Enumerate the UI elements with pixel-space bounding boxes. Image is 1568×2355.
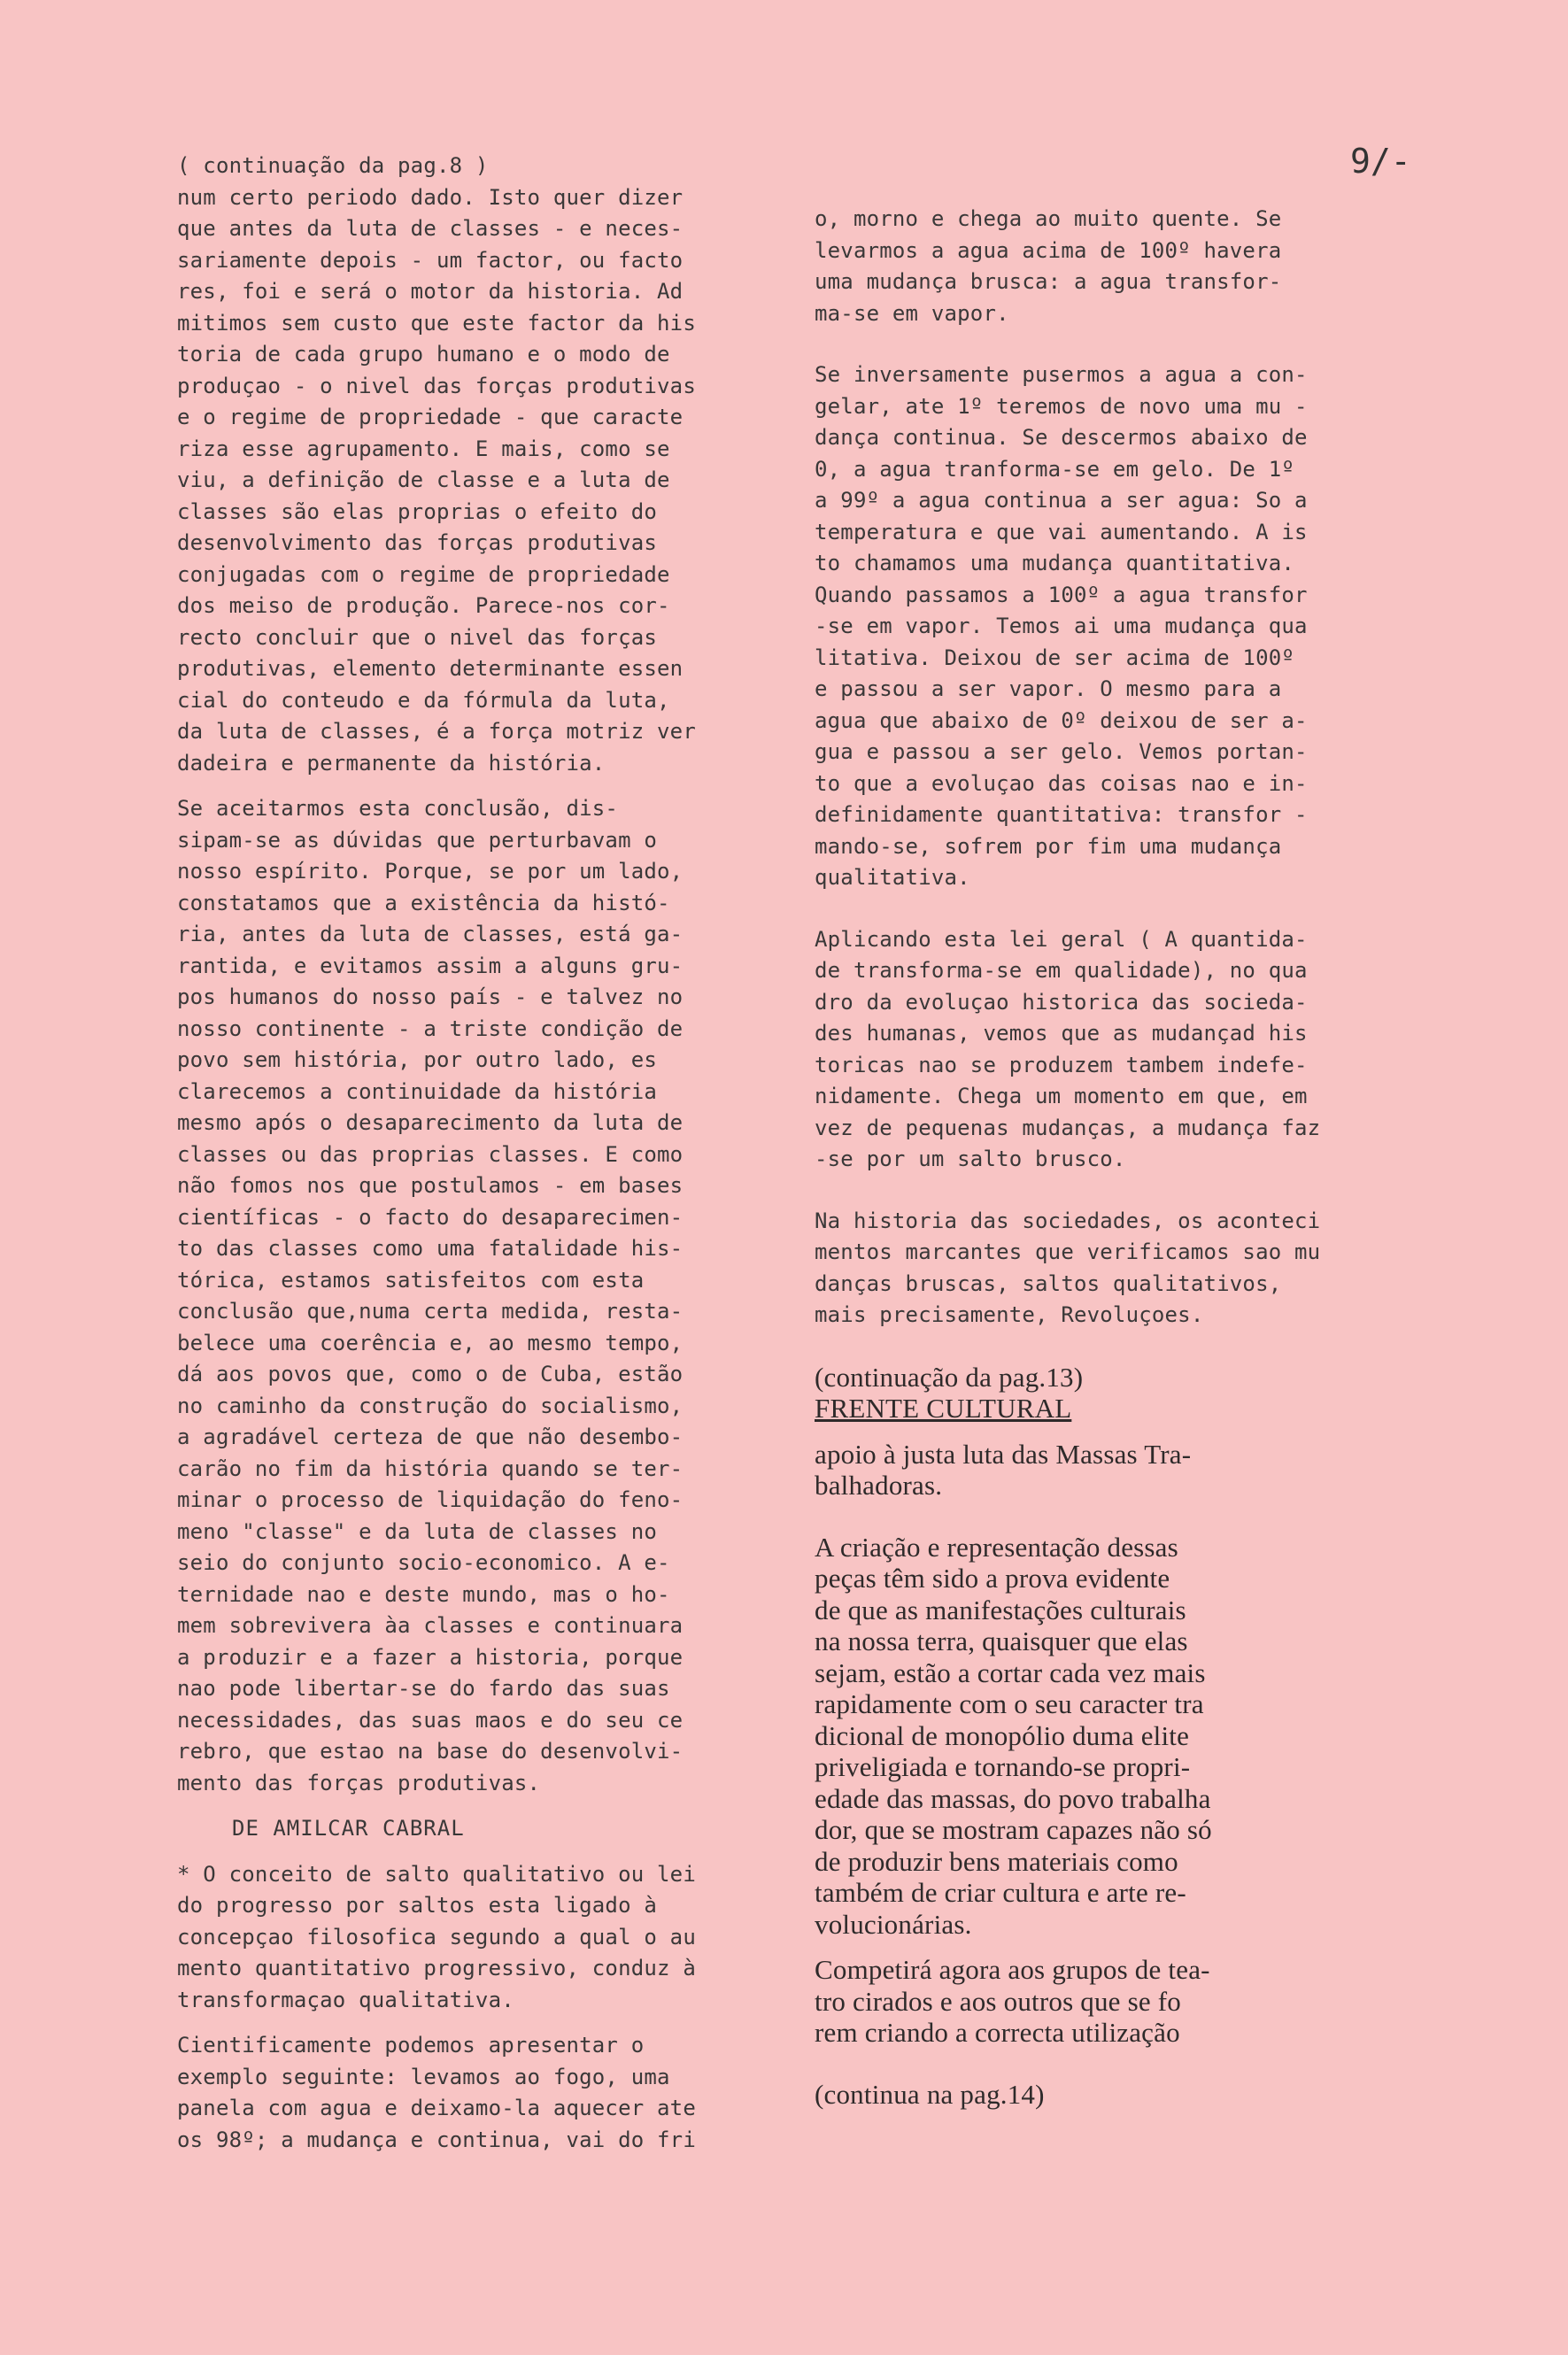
- text-line: A criação e representação dessas: [815, 1531, 1178, 1563]
- author-signature: DE AMILCAR CABRAL: [232, 1816, 465, 1841]
- text-line: nosso continente - a triste condição de: [177, 1015, 684, 1041]
- text-line: necessidades, das suas maos e do seu ce: [177, 1707, 684, 1733]
- text-line: sariamente depois - um factor, ou facto: [177, 247, 684, 273]
- text-line: levarmos a agua acima de 100º havera: [815, 237, 1282, 263]
- text-line: mais precisamente, Revoluçoes.: [815, 1302, 1204, 1327]
- text-line: priveligiada e tornando-se propri-: [815, 1751, 1191, 1782]
- text-line: dro da evoluçao historica das socieda-: [815, 989, 1308, 1015]
- text-line: desenvolvimento das forças produtivas: [177, 530, 658, 555]
- paragraph: [177, 182, 779, 780]
- text-line: carão no fim da história quando se ter-: [177, 1455, 684, 1481]
- text-line: dadeira e permanente da história.: [177, 750, 606, 776]
- text-line: peças têm sido a prova evidente: [815, 1563, 1170, 1594]
- paragraph: [815, 1532, 1403, 1941]
- text-line: mesmo após o desaparecimento da luta de: [177, 1110, 684, 1135]
- text-line: Aplicando esta lei geral ( A quantida-: [815, 926, 1308, 952]
- text-line: seio do conjunto socio-economico. A e-: [177, 1550, 670, 1575]
- text-line: dor, que se mostram capazes não só: [815, 1814, 1212, 1845]
- text-line: mento das forças produtivas.: [177, 1770, 541, 1795]
- text-line: litativa. Deixou de ser acima de 100º: [815, 645, 1295, 670]
- text-line: edade das massas, do povo trabalha: [815, 1782, 1211, 1814]
- text-line: to que a evoluçao das coisas nao e in-: [815, 770, 1308, 796]
- text-line: mando-se, sofrem por fim uma mudança: [815, 833, 1282, 859]
- continues-note: (continua na pag.14): [815, 2078, 1045, 2110]
- text-line: classes são elas proprias o efeito do: [177, 498, 658, 524]
- text-line: cial do conteudo e da fórmula da luta,: [177, 687, 670, 713]
- text-line: gua e passou a ser gelo. Vemos portan-: [815, 739, 1308, 764]
- continuation-header: (continuação da pag.13): [815, 1361, 1084, 1393]
- text-line: nosso espírito. Porque, se por um lado,: [177, 859, 684, 884]
- text-line: nidamente. Chega um momento em que, em: [815, 1084, 1308, 1108]
- text-line: de que as manifestações culturais: [815, 1594, 1186, 1625]
- text-line: que antes da luta de classes - e neces-: [177, 216, 684, 241]
- text-line: nao pode libertar-se do fardo das suas: [177, 1676, 670, 1701]
- text-line: res, foi e será o motor da historia. Ad: [177, 279, 684, 304]
- left-column: [177, 151, 779, 2156]
- paragraph: [815, 359, 1403, 894]
- text-line: belece uma coerência e, ao mesmo tempo,: [177, 1330, 684, 1355]
- text-line: rantida, e evitamos assim a alguns gru-: [177, 953, 684, 978]
- text-line: de transforma-se em qualidade), no qua: [815, 958, 1308, 983]
- paragraph: [815, 924, 1403, 1176]
- text-line: da luta de classes, é a força motriz ver: [177, 719, 696, 744]
- text-line: agua que abaixo de 0º deixou de ser a-: [815, 707, 1308, 733]
- text-line: vez de pequenas mudanças, a mudança faz: [815, 1115, 1321, 1140]
- text-line: ria, antes da luta de classes, está ga-: [177, 922, 684, 946]
- text-line: conclusão que,numa certa medida, resta-: [177, 1299, 684, 1324]
- text-line: Na historia das sociedades, os aconteci: [815, 1208, 1321, 1233]
- text-line: rem criando a correcta utilização: [815, 2017, 1180, 2048]
- footnote: [177, 1859, 779, 2017]
- text-line: num certo periodo dado. Isto quer dizer: [177, 184, 684, 210]
- text-line: balhadoras.: [815, 1470, 943, 1501]
- text-line: Se aceitarmos esta conclusão, dis-: [177, 796, 619, 821]
- text-line: a produzir e a fazer a historia, porque: [177, 1644, 684, 1670]
- text-line: povo sem história, por outro lado, es: [177, 1047, 658, 1072]
- paragraph: [815, 204, 1403, 329]
- cultural-section: [815, 1362, 1403, 2111]
- text-line: mitimos sem custo que este factor da his: [177, 310, 696, 336]
- page-number: 9/-: [1350, 142, 1411, 181]
- text-line: tro cirados e aos outros que se fo: [815, 1985, 1181, 2017]
- text-line: pos humanos do nosso país - e talvez no: [177, 984, 684, 1009]
- text-line: rapidamente com o seu caracter tra: [815, 1688, 1204, 1719]
- continuation-header: ( continuação da pag.8 ): [177, 153, 489, 178]
- text-line: ma-se em vapor.: [815, 300, 1009, 326]
- text-line: viu, a definição de classe e a luta de: [177, 467, 670, 492]
- section-title: FRENTE CULTURAL: [815, 1393, 1072, 1424]
- paragraph: [815, 1206, 1403, 1332]
- text-line: exemplo seguinte: levamos ao fogo, uma: [177, 2064, 670, 2089]
- text-line: qualitativa.: [815, 865, 970, 890]
- text-line: Cientificamente podemos apresentar o: [177, 2033, 645, 2058]
- text-line: não fomos nos que postulamos - em bases: [177, 1173, 684, 1198]
- text-line: mentos marcantes que verificamos sao mu: [815, 1239, 1321, 1264]
- text-line: temperatura e que vai aumentando. A is: [815, 519, 1308, 544]
- text-line: to chamamos uma mudança quantitativa.: [815, 551, 1295, 575]
- text-line: também de criar cultura e arte re-: [815, 1877, 1186, 1908]
- text-line: Competirá agora aos grupos de tea-: [815, 1954, 1210, 1985]
- text-line: dança continua. Se descermos abaixo de: [815, 425, 1308, 450]
- text-line: constatamos que a existência da histó-: [177, 890, 670, 915]
- text-line: sejam, estão a cortar cada vez mais: [815, 1656, 1206, 1688]
- text-line: e o regime de propriedade - que caracte: [177, 405, 684, 429]
- text-line: * O conceito de salto qualitativo ou lei: [177, 1861, 696, 1887]
- text-line: -se em vapor. Temos ai uma mudança qua: [815, 614, 1308, 638]
- text-line: dos meiso de produção. Parece-nos cor-: [177, 593, 670, 618]
- text-line: transformaçao qualitativa.: [177, 1987, 514, 2012]
- text-line: concepçao filosofica segundo a qual o au: [177, 1924, 696, 1950]
- text-line: panela com agua e deixamo-la aquecer ate: [177, 2096, 696, 2120]
- paragraph: [815, 1954, 1403, 2049]
- text-line: apoio à justa luta das Massas Tra-: [815, 1438, 1192, 1470]
- text-line: to das classes como uma fatalidade his-: [177, 1236, 684, 1261]
- text-line: sipam-se as dúvidas que perturbavam o: [177, 827, 658, 853]
- text-line: minar o processo de liquidação do feno-: [177, 1487, 684, 1512]
- text-line: a 99º a agua continua a ser agua: So a: [815, 488, 1308, 513]
- text-line: rebro, que estao na base do desenvolvi-: [177, 1739, 684, 1764]
- text-line: volucionárias.: [815, 1908, 972, 1940]
- text-line: dá aos povos que, como o de Cuba, estão: [177, 1362, 684, 1386]
- text-line: 0, a agua tranforma-se em gelo. De 1º: [815, 456, 1295, 482]
- text-line: e passou a ser vapor. O mesmo para a: [815, 676, 1282, 701]
- text-line: classes ou das proprias classes. E como: [177, 1141, 684, 1167]
- text-line: toria de cada grupo humano e o modo de: [177, 342, 670, 367]
- text-line: tórica, estamos satisfeitos com esta: [177, 1267, 645, 1293]
- text-line: riza esse agrupamento. E mais, como se: [177, 436, 670, 461]
- text-line: os 98º; a mudança e continua, vai do fri: [177, 2127, 696, 2152]
- text-line: conjugadas com o regime de propriedade: [177, 561, 670, 587]
- right-column: [815, 204, 1403, 2110]
- text-line: mem sobrevivera àa classes e continuara: [177, 1613, 684, 1638]
- text-line: uma mudança brusca: a agua transfor-: [815, 269, 1282, 294]
- text-line: clarecemos a continuidade da história: [177, 1078, 658, 1104]
- text-line: científicas - o facto do desaparecimen-: [177, 1204, 684, 1230]
- text-line: gelar, ate 1º teremos de novo uma mu -: [815, 393, 1308, 419]
- text-line: produçao - o nivel das forças produtivas: [177, 373, 696, 398]
- paragraph: [177, 2030, 779, 2156]
- text-line: Quando passamos a 100º a agua transfor: [815, 582, 1308, 607]
- text-line: ternidade nao e deste mundo, mas o ho-: [177, 1581, 670, 1607]
- text-line: do progresso por saltos esta ligado à: [177, 1893, 658, 1918]
- text-line: no caminho da construção do socialismo,: [177, 1393, 684, 1418]
- text-line: des humanas, vemos que as mudançad his: [815, 1021, 1308, 1046]
- text-line: produtivas, elemento determinante essen: [177, 656, 684, 681]
- text-line: dicional de monopólio duma elite: [815, 1719, 1190, 1751]
- text-line: o, morno e chega ao muito quente. Se: [815, 206, 1282, 231]
- paragraph: [177, 793, 779, 1799]
- text-line: toricas nao se produzem tambem indefe-: [815, 1052, 1308, 1077]
- text-line: mento quantitativo progressivo, conduz à: [177, 1956, 696, 1981]
- text-line: a agradável certeza de que não desembo-: [177, 1425, 684, 1449]
- text-line: recto concluir que o nivel das forças: [177, 624, 658, 650]
- text-line: de produzir bens materiais como: [815, 1845, 1178, 1877]
- text-line: danças bruscas, saltos qualitativos,: [815, 1270, 1282, 1296]
- text-line: -se por um salto brusco.: [815, 1147, 1126, 1171]
- text-line: Se inversamente pusermos a agua a con-: [815, 362, 1308, 387]
- paragraph: [815, 1439, 1403, 1502]
- text-line: definidamente quantitativa: transfor -: [815, 802, 1308, 827]
- text-line: meno "classe" e da luta de classes no: [177, 1518, 658, 1544]
- text-line: na nossa terra, quaisquer que elas: [815, 1625, 1188, 1656]
